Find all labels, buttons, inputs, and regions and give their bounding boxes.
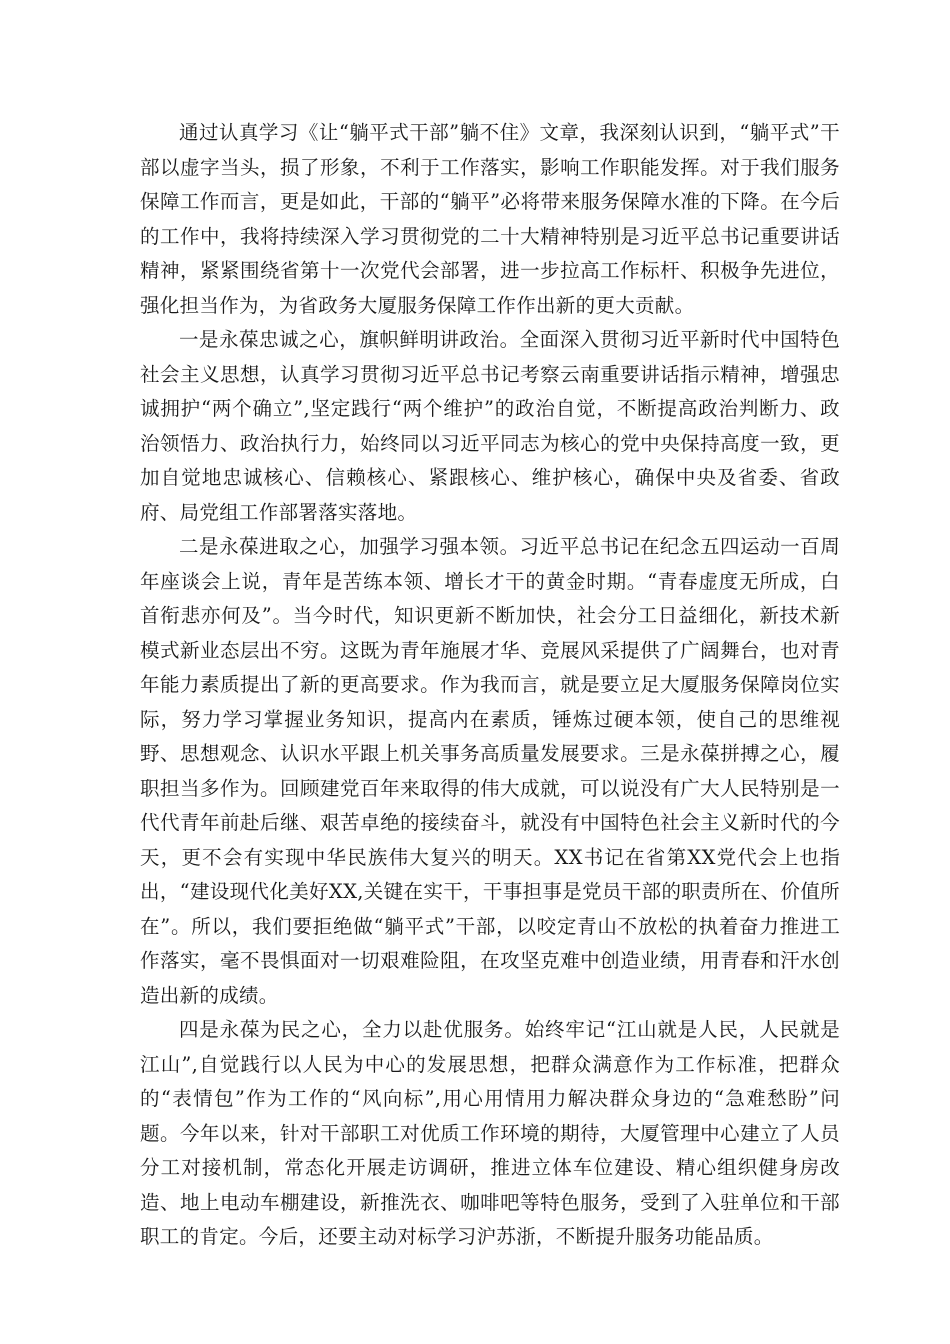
paragraph-progress: 二是永葆进取之心，加强学习强本领。习近平总书记在纪念五四运动一百周年座谈会上说，青年是苦练本领、增长才干的黄金时期。“青春虚度无所成，白首衔悲亦何及”。当今时代，知识更新不断加快，社会分工日益细化，新技术新模式新业态层出不穷。这既为青年施展才华、竞展风采提供了广阔舞台，也对青年能力素质提出了新的更高要求。作为我而言，就是要立足大厦服务保障岗位实际，努力学习掌握业务知识，提高内在素质，锤炼过硬本领，使自己的思维视野、思想观念、认识水平跟上机关事务高质量发展要求。三是永葆拼搏之心，履职担当多作为。回顾建党百年来取得的伟大成就，可以说没有广大人民特别是一代代青年前赴后继、艰苦卓绝的接续奋斗，就没有中国特色社会主义新时代的今天，更不会有实现中华民族伟大复兴的明天。XX书记在省第XX党代会上也指出，“建设现代化美好XX,关键在实干，干事担事是党员干部的职责所在、价值所在”。所以，我们要拒绝做“躺平式”干部，以咬定青山不放松的执着奋力推进工作落实，毫不畏惧面对一切艰难险阻，在攻坚克难中创造业绩，用青春和汗水创造出新的成绩。 (140, 535, 840, 1007)
paragraph-intro: 通过认真学习《让“躺平式干部”躺不住》文章，我深刻认识到，“躺平式”干部以虚字当头，损了形象，不利于工作落实，影响工作职能发挥。对于我们服务保障工作而言，更是如此，干部的“躺平”必将带来服务保障水准的下降。在今后的工作中，我将持续深入学习贯彻党的二十大精神特别是习近平总书记重要讲话精神，紧紧围绕省第十一次党代会部署，进一步拉高工作标杆、积极争先进位，强化担当作为，为省政务大厦服务保障工作作出新的更大贡献。 (140, 121, 840, 317)
paragraph-service: 四是永葆为民之心，全力以赴优服务。始终牢记“江山就是人民，人民就是江山”,自觉践行以人民为中心的发展思想，把群众满意作为工作标准，把群众的“表情包”作为工作的“风向标”,用心用情用力解决群众身边的“急难愁盼”问题。今年以来，针对干部职工对优质工作环境的期待，大厦管理中心建立了人员分工对接机制，常态化开展走访调研，推进立体车位建设、精心组织健身房改造、地上电动车棚建设，新推洗衣、咖啡吧等特色服务，受到了入驻单位和干部职工的肯定。今后，还要主动对标学习沪苏浙，不断提升服务功能品质。 (140, 1018, 840, 1248)
paragraph-loyalty: 一是永葆忠诚之心，旗帜鲜明讲政治。全面深入贯彻习近平新时代中国特色社会主义思想，认真学习贯彻习近平总书记考察云南重要讲话指示精神，增强忠诚拥护“两个确立”,坚定践行“两个维护”的政治自觉，不断提高政治判断力、政治领悟力、政治执行力，始终同以习近平同志为核心的党中央保持高度一致，更加自觉地忠诚核心、信赖核心、紧跟核心、维护核心，确保中央及省委、省政府、局党组工作部署落实落地。 (140, 328, 840, 524)
document-body (140, 116, 840, 1255)
